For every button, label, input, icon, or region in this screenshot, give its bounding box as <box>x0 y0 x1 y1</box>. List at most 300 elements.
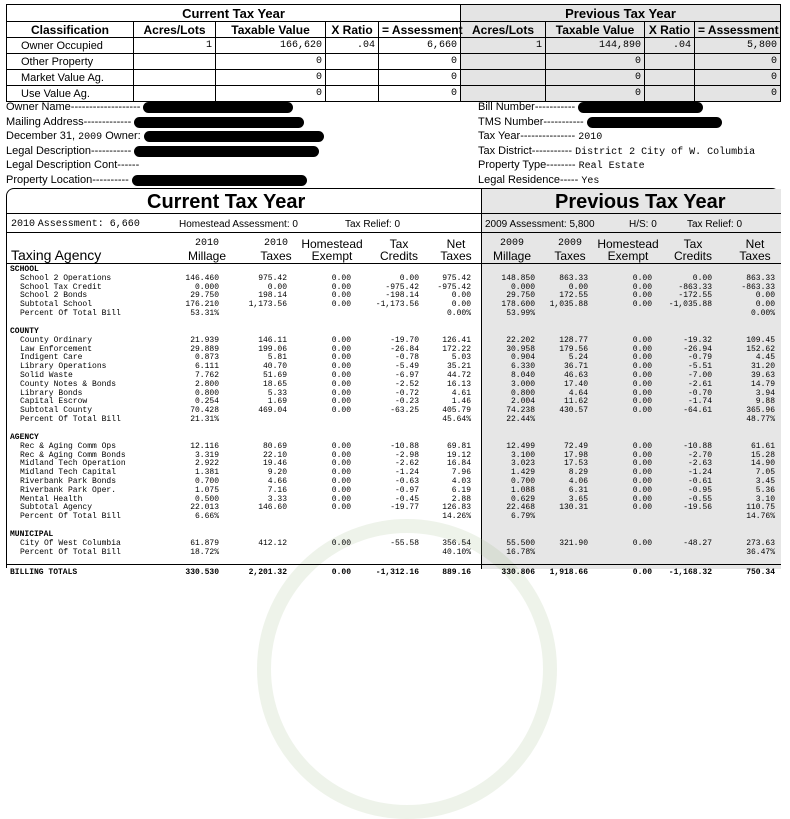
legal-residence-row <box>478 173 599 187</box>
value-cell <box>461 54 546 70</box>
value-cell: 146.460 <box>185 273 219 283</box>
value-cell: 130.31 <box>559 503 588 513</box>
value-cell: -0.23 <box>394 397 419 407</box>
value-cell: 36.71 <box>563 362 588 372</box>
value-cell: 21.939 <box>190 335 219 345</box>
value-cell: 863.33 <box>746 273 775 283</box>
value-cell: 3.65 <box>568 494 588 504</box>
table-row <box>7 38 781 54</box>
value-cell: 22.202 <box>506 335 535 345</box>
value-cell: 12.116 <box>190 441 219 451</box>
value-cell: 74.238 <box>506 406 535 416</box>
december-owner-row <box>6 129 324 143</box>
value-cell: 3.45 <box>755 477 775 487</box>
current-tax-relief: Tax Relief: 0 <box>345 219 401 230</box>
value-cell: 0.00 <box>331 494 351 504</box>
previous-taxes-label: Taxes <box>554 249 586 263</box>
value-cell: 0.00 <box>331 344 351 354</box>
value-cell: 61.879 <box>190 539 219 549</box>
agency-name: Percent Of Total Bill <box>20 512 121 522</box>
value-cell: 6.330 <box>510 362 535 372</box>
current-millage-header <box>185 238 229 262</box>
value-cell: 80.69 <box>262 441 287 451</box>
current-taxes-label: Taxes <box>260 249 292 263</box>
redacted-tms-number <box>587 117 722 128</box>
agency-name: Indigent Care <box>20 353 83 363</box>
value-cell: 0.00% <box>750 309 775 318</box>
value-cell: 4.64 <box>568 388 588 398</box>
value-cell: 0.00 <box>632 406 652 416</box>
previous-hs: H/S: 0 <box>629 219 657 230</box>
value-cell: 144,890 <box>546 38 645 54</box>
value-cell: 6.79% <box>510 512 535 522</box>
value-cell: 0 <box>216 54 326 70</box>
previous-exempt-label: Exempt <box>607 249 649 263</box>
value-cell: 1 <box>134 38 216 54</box>
taxing-agency-header: Taxing Agency <box>11 247 102 263</box>
agency-name: Riverbank Park Oper. <box>20 485 117 495</box>
redacted-property-location <box>132 175 307 186</box>
current-credits-label: Credits <box>379 249 418 263</box>
classification-cell: Market Value Ag. <box>7 70 134 86</box>
assessment-table <box>6 4 780 102</box>
section-heading: AGENCY <box>10 433 39 443</box>
tax-year-value: 2010 <box>578 132 603 143</box>
agency-name: Library Bonds <box>20 388 83 398</box>
value-cell: 0 <box>695 70 781 86</box>
value-cell: 0.00 <box>331 441 351 451</box>
value-cell: 29.889 <box>190 344 219 354</box>
value-cell: 0.000 <box>510 282 535 292</box>
value-cell: 4.61 <box>451 388 471 398</box>
value-cell: 3.100 <box>510 450 535 460</box>
value-cell: -1,173.56 <box>375 300 419 310</box>
value-cell: 15.28 <box>750 450 775 460</box>
value-cell: 0.00% <box>446 309 471 318</box>
value-cell: -198.14 <box>385 291 419 301</box>
value-cell: 0.873 <box>194 353 219 363</box>
value-cell: 6.31 <box>568 485 588 495</box>
value-cell: 29.750 <box>190 291 219 301</box>
value-cell: 0.800 <box>510 388 535 398</box>
current-tax-year-heading: Current Tax Year <box>147 191 306 213</box>
value-cell: -0.72 <box>394 388 419 398</box>
tms-number-label: TMS Number----------- <box>478 116 584 128</box>
value-cell: 0.00 <box>632 291 652 301</box>
previous-homestead-header <box>597 238 659 262</box>
previous-millage-header <box>487 238 537 262</box>
value-cell: 0.700 <box>510 477 535 487</box>
value-cell: -975.42 <box>437 282 471 292</box>
value-cell: 9.88 <box>755 397 775 407</box>
value-cell: 6.19 <box>451 485 471 495</box>
value-cell: 0.00 <box>632 344 652 354</box>
total-cell: 750.34 <box>746 567 775 577</box>
value-cell: 0.00 <box>451 300 471 310</box>
value-cell: 18.72% <box>190 547 219 557</box>
value-cell: 6,660 <box>379 38 461 54</box>
previous-net-taxes-label: Taxes <box>739 249 771 263</box>
value-cell: 17.40 <box>563 379 588 389</box>
classification-cell: Owner Occupied <box>7 38 134 54</box>
property-location-label: Property Location---------- <box>6 174 129 186</box>
value-cell: 0.00 <box>632 459 652 469</box>
bill-number-label: Bill Number----------- <box>478 101 576 113</box>
value-cell: 109.45 <box>746 335 775 345</box>
value-cell: 3.10 <box>755 494 775 504</box>
agency-name: Subtotal County <box>20 406 93 416</box>
column-header: = Assessment <box>379 22 461 38</box>
value-cell: 3.023 <box>510 459 535 469</box>
redacted-owner <box>144 131 324 142</box>
value-cell <box>326 86 379 102</box>
value-cell: 0.00 <box>331 503 351 513</box>
value-cell: 9.20 <box>267 468 287 478</box>
value-cell: -26.94 <box>683 344 712 354</box>
value-cell: 19.46 <box>262 459 287 469</box>
value-cell: 5,800 <box>695 38 781 54</box>
value-cell <box>645 54 695 70</box>
agency-name: Percent Of Total Bill <box>20 415 121 425</box>
legal-description-label: Legal Description----------- <box>6 145 132 157</box>
value-cell: 0 <box>546 70 645 86</box>
previous-taxes-header <box>547 238 593 262</box>
value-cell: 7.05 <box>755 468 775 478</box>
value-cell: 2.88 <box>451 494 471 504</box>
value-cell: -19.56 <box>683 503 712 513</box>
mailing-address-row <box>6 115 304 129</box>
legal-description-cont-row <box>6 158 139 172</box>
value-cell: 0.00 <box>632 450 652 460</box>
current-homestead-header <box>301 238 363 262</box>
current-net-label: Net <box>446 237 466 251</box>
section-heading: SCHOOL <box>10 265 39 274</box>
value-cell: 0 <box>546 86 645 102</box>
agency-name: Percent Of Total Bill <box>20 309 121 318</box>
value-cell: 0.00 <box>331 379 351 389</box>
value-cell: 469.04 <box>258 406 287 416</box>
value-cell: 0.00 <box>632 362 652 372</box>
december-label: December 31, <box>6 130 76 142</box>
property-type-value: Real Estate <box>578 161 645 172</box>
value-cell: 1.088 <box>510 485 535 495</box>
value-cell: 975.42 <box>442 273 471 283</box>
value-cell: 0.00 <box>331 388 351 398</box>
agency-name: County Notes & Bonds <box>20 379 117 389</box>
value-cell: 0.00 <box>632 273 652 283</box>
tms-number-row <box>478 115 722 129</box>
total-cell: 2,201.32 <box>248 567 287 577</box>
value-cell: 321.90 <box>559 539 588 549</box>
value-cell: 0.00 <box>267 282 287 292</box>
value-cell: 22.013 <box>190 503 219 513</box>
divider <box>7 564 781 565</box>
table-row <box>7 54 781 70</box>
value-cell: 48.77% <box>746 415 775 425</box>
value-cell: -863.33 <box>678 282 712 292</box>
value-cell: -5.49 <box>394 362 419 372</box>
value-cell: 2.004 <box>510 397 535 407</box>
value-cell: 16.84 <box>446 459 471 469</box>
value-cell: 0.00 <box>331 335 351 345</box>
legal-residence-label: Legal Residence----- <box>478 174 579 186</box>
value-cell: 0.00 <box>632 379 652 389</box>
value-cell: 16.78% <box>506 547 535 557</box>
agency-name: Percent Of Total Bill <box>20 547 121 557</box>
value-cell: 40.10% <box>442 547 471 557</box>
current-net-taxes-header <box>435 238 477 262</box>
redacted-owner-name <box>143 102 293 113</box>
value-cell: -0.55 <box>687 494 712 504</box>
value-cell: 412.12 <box>258 539 287 549</box>
agency-name: School Tax Credit <box>20 282 102 292</box>
value-cell: 12.499 <box>506 441 535 451</box>
value-cell: 405.79 <box>442 406 471 416</box>
value-cell: 72.49 <box>563 441 588 451</box>
column-header: Classification <box>7 22 134 38</box>
current-taxes-year: 2010 <box>263 238 288 249</box>
value-cell: 172.22 <box>442 344 471 354</box>
agency-name: School 2 Bonds <box>20 291 88 301</box>
tax-district-row <box>478 144 755 158</box>
value-cell: 35.21 <box>446 362 471 372</box>
value-cell: -0.45 <box>394 494 419 504</box>
current-net-taxes-label: Taxes <box>440 249 472 263</box>
value-cell: 0.00 <box>331 450 351 460</box>
total-cell: 330.806 <box>501 567 535 577</box>
value-cell <box>326 54 379 70</box>
agency-name: Law Enforcement <box>20 344 93 354</box>
value-cell: 2.922 <box>194 459 219 469</box>
value-cell: 19.12 <box>446 450 471 460</box>
december-year: 2009 <box>78 132 103 143</box>
value-cell: 11.62 <box>563 397 588 407</box>
column-header: X Ratio <box>645 22 695 38</box>
redacted-bill-number <box>578 102 703 113</box>
agency-name: Subtotal Agency <box>20 503 93 513</box>
value-cell: 44.72 <box>446 371 471 381</box>
agency-name: Midland Tech Operation <box>20 459 126 469</box>
value-cell: 1.381 <box>194 468 219 478</box>
value-cell: 0.629 <box>510 494 535 504</box>
value-cell: 70.428 <box>190 406 219 416</box>
legal-description-row <box>6 144 319 158</box>
current-exempt-label: Exempt <box>311 249 353 263</box>
redacted-mailing-address <box>134 117 304 128</box>
tax-year-label: Tax Year--------------- <box>478 130 576 142</box>
value-cell: 0.00 <box>331 353 351 363</box>
previous-tax-credits-header <box>669 238 717 262</box>
previous-millage-year: 2009 <box>499 238 524 249</box>
value-cell: -2.70 <box>687 450 712 460</box>
tax-district-label: Tax District----------- <box>478 145 573 157</box>
value-cell: 178.600 <box>501 300 535 310</box>
value-cell: 1,173.56 <box>248 300 287 310</box>
value-cell: 365.96 <box>746 406 775 416</box>
value-cell: 22.468 <box>506 503 535 513</box>
value-cell: -10.88 <box>390 441 419 451</box>
agency-name: Rec & Aging Comm Bonds <box>20 450 126 460</box>
current-tax-year-title: Current Tax Year <box>7 5 461 22</box>
previous-credits-label: Credits <box>673 249 712 263</box>
value-cell: 14.79 <box>750 379 775 389</box>
value-cell: -64.61 <box>683 406 712 416</box>
classification-cell: Use Value Ag. <box>7 86 134 102</box>
value-cell: 0.00 <box>331 539 351 549</box>
value-cell: 6.66% <box>194 512 219 522</box>
value-cell: -975.42 <box>385 282 419 292</box>
value-cell: 4.06 <box>568 477 588 487</box>
value-cell: 0.00 <box>632 397 652 407</box>
value-cell: 5.81 <box>267 353 287 363</box>
value-cell: 3.94 <box>755 388 775 398</box>
previous-millage-label: Millage <box>492 249 531 263</box>
tax-breakdown-panel <box>6 188 780 577</box>
agency-name: Rec & Aging Comm Ops <box>20 441 117 451</box>
value-cell: 863.33 <box>559 273 588 283</box>
value-cell: -26.84 <box>390 344 419 354</box>
value-cell: -172.55 <box>678 291 712 301</box>
previous-taxes-year: 2009 <box>557 238 582 249</box>
total-cell: -1,168.32 <box>668 567 712 577</box>
value-cell: 22.10 <box>262 450 287 460</box>
agency-name: Subtotal School <box>20 300 93 310</box>
previous-net-label: Net <box>745 237 765 251</box>
value-cell: 7.96 <box>451 468 471 478</box>
value-cell: 53.99% <box>506 309 535 318</box>
value-cell: 0 <box>546 54 645 70</box>
tax-year-row <box>478 129 602 143</box>
value-cell: 0.254 <box>194 397 219 407</box>
value-cell: 0.00 <box>632 539 652 549</box>
value-cell: 0.00 <box>632 468 652 478</box>
column-header: Acres/Lots <box>461 22 546 38</box>
value-cell: -0.70 <box>687 388 712 398</box>
value-cell <box>645 70 695 86</box>
value-cell: 0.00 <box>568 282 588 292</box>
value-cell: 128.77 <box>559 335 588 345</box>
value-cell: -863.33 <box>741 282 775 292</box>
value-cell <box>134 70 216 86</box>
value-cell: 4.66 <box>267 477 287 487</box>
owner-label: Owner: <box>105 130 141 142</box>
value-cell: 1,035.88 <box>549 300 588 310</box>
value-cell: 29.750 <box>506 291 535 301</box>
value-cell: 0.00 <box>331 397 351 407</box>
value-cell: -1.24 <box>687 468 712 478</box>
value-cell: -63.25 <box>390 406 419 416</box>
value-cell: 0.00 <box>331 282 351 292</box>
value-cell: 6.111 <box>194 362 219 372</box>
value-cell: -2.62 <box>394 459 419 469</box>
value-cell: -1.24 <box>394 468 419 478</box>
column-header: Taxable Value <box>546 22 645 38</box>
value-cell: 14.76% <box>746 512 775 522</box>
value-cell: 0.00 <box>755 291 775 301</box>
agency-name: Solid Waste <box>20 371 73 381</box>
value-cell: 0.00 <box>331 485 351 495</box>
previous-tax-year-title: Previous Tax Year <box>461 5 781 22</box>
value-cell: 21.31% <box>190 415 219 425</box>
value-cell: 0 <box>379 70 461 86</box>
value-cell: 126.83 <box>442 503 471 513</box>
value-cell: 152.62 <box>746 344 775 354</box>
value-cell: 3.319 <box>194 450 219 460</box>
column-header: Taxable Value <box>216 22 326 38</box>
value-cell: 0.00 <box>632 388 652 398</box>
value-cell: 39.63 <box>750 371 775 381</box>
value-cell: 0.00 <box>331 362 351 372</box>
previous-tax-relief: Tax Relief: 0 <box>687 219 743 230</box>
divider <box>7 213 781 214</box>
value-cell: 0 <box>695 54 781 70</box>
value-cell: 0.00 <box>692 273 712 283</box>
value-cell: 2.800 <box>194 379 219 389</box>
owner-name-label: Owner Name------------------- <box>6 101 141 113</box>
value-cell: -2.98 <box>394 450 419 460</box>
current-millage-year: 2010 <box>194 238 219 249</box>
value-cell <box>134 54 216 70</box>
owner-name-row <box>6 100 293 114</box>
current-tax-label: Tax <box>389 237 409 251</box>
value-cell: 148.850 <box>501 273 535 283</box>
divider <box>7 232 781 233</box>
previous-tax-year-heading: Previous Tax Year <box>555 191 726 213</box>
value-cell: 0.00 <box>632 282 652 292</box>
total-cell: 0.00 <box>632 567 652 577</box>
value-cell: -0.97 <box>394 485 419 495</box>
classification-cell: Other Property <box>7 54 134 70</box>
value-cell: -19.70 <box>390 335 419 345</box>
value-cell: 3.33 <box>267 494 287 504</box>
legal-residence-value: Yes <box>581 176 600 187</box>
value-cell: -2.52 <box>394 379 419 389</box>
value-cell: 0.800 <box>194 388 219 398</box>
value-cell: -2.61 <box>687 379 712 389</box>
redacted-legal-description <box>134 146 319 157</box>
current-homestead-label: Homestead <box>301 237 363 251</box>
agency-name: City Of West Columbia <box>20 539 121 549</box>
value-cell: 46.63 <box>563 371 588 381</box>
value-cell: 110.75 <box>746 503 775 513</box>
value-cell: 1.075 <box>194 485 219 495</box>
total-cell: 1,918.66 <box>549 567 588 577</box>
value-cell <box>326 70 379 86</box>
agency-name: Midland Tech Capital <box>20 468 117 478</box>
value-cell: 36.47% <box>746 547 775 557</box>
value-cell: 5.03 <box>451 353 471 363</box>
current-assessment <box>11 218 140 230</box>
value-cell: 273.63 <box>746 539 775 549</box>
value-cell: 0.00 <box>331 371 351 381</box>
column-header: = Assessment <box>695 22 781 38</box>
value-cell: -6.97 <box>394 371 419 381</box>
previous-net-taxes-header <box>733 238 777 262</box>
value-cell: -0.78 <box>394 353 419 363</box>
value-cell: 1.429 <box>510 468 535 478</box>
value-cell: 55.500 <box>506 539 535 549</box>
value-cell: 17.98 <box>563 450 588 460</box>
current-tax-credits-header <box>375 238 423 262</box>
value-cell: 179.56 <box>559 344 588 354</box>
value-cell: 0.00 <box>331 477 351 487</box>
value-cell: -1,035.88 <box>668 300 712 310</box>
value-cell: 126.41 <box>442 335 471 345</box>
value-cell: 3.000 <box>510 379 535 389</box>
table-row <box>7 70 781 86</box>
value-cell: 0.00 <box>632 300 652 310</box>
value-cell: 0 <box>379 86 461 102</box>
